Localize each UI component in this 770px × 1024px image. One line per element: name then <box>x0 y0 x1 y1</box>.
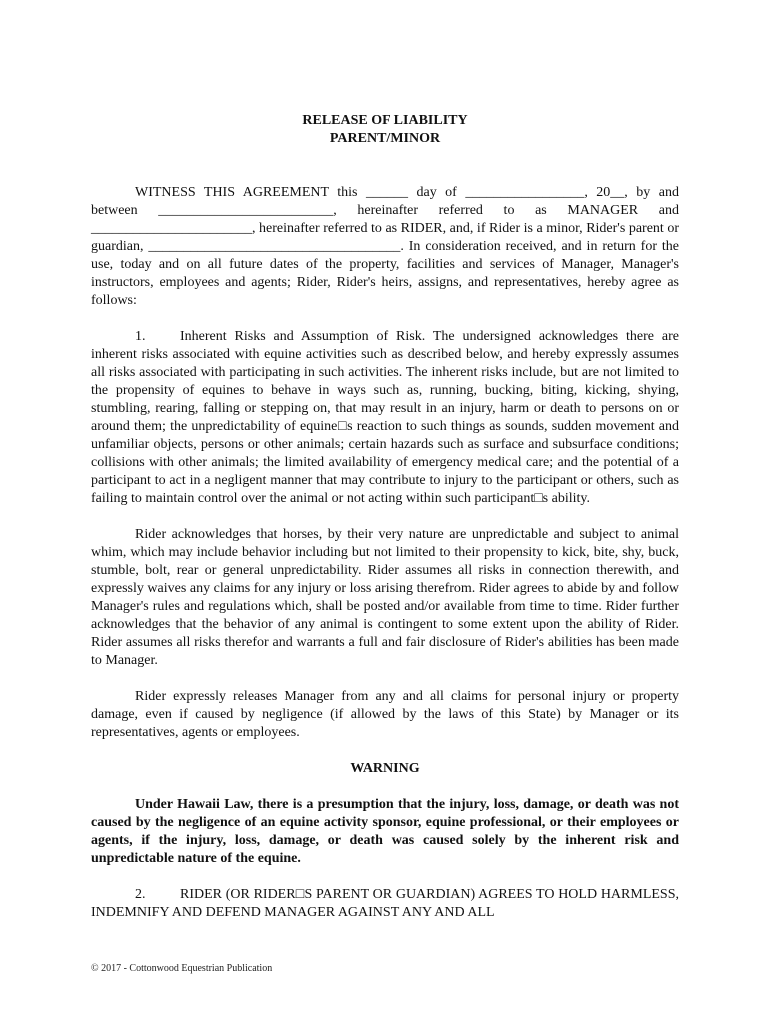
section-2-paragraph <box>91 886 679 922</box>
section-1-paragraph <box>91 328 679 508</box>
section-1-number: 1. <box>135 329 146 344</box>
document-title: RELEASE OF LIABILITY <box>302 113 468 128</box>
section-1-text: Inherent Risks and Assumption of Risk. The undersigned acknowledges there are inherent risks associated with equine activities such as described below, and hereby expressly assumes all risks associated with participating in such activities. The inherent risks include, but are not limited to the propensity of equines to behave in ways such as, running, bucking, biting, kicking, shying, stumbling, rearing, falling or stepping on, that may result in an injury, harm or death to persons on or around them; the unpredictability of equine□s reaction to such things as sounds, sudden movement and unfamiliar objects, persons or other animals; certain hazards such as surface and subsurface conditions; collisions with other animals; the limited availability of emergency medical care; and the potential of a participant to act in a negligent manner that may contribute to injury to the participant or others, such as failing to maintain control over the animal or not acting within such participant□s ability. <box>91 329 679 506</box>
section-2-text: RIDER (OR RIDER□S PARENT OR GUARDIAN) AGREES TO HOLD HARMLESS, INDEMNIFY AND DEFEND MANAGER AGAINST ANY AND ALL <box>91 887 679 920</box>
document-body <box>91 112 679 922</box>
document-subtitle: PARENT/MINOR <box>329 131 441 146</box>
rider-release-paragraph: Rider expressly releases Manager from any and all claims for personal injury or property damage, even if caused by negligence (if allowed by the laws of this State) by Manager or its representatives, agents or employees. <box>91 689 679 740</box>
copyright-footer: © 2017 - Cottonwood Equestrian Publication <box>91 963 273 974</box>
warning-heading: WARNING <box>350 761 420 776</box>
warning-paragraph: Under Hawaii Law, there is a presumption that the injury, loss, damage, or death was not caused by the negligence of an equine activity sponsor, equine professional, or their employees or agents, if the injury, loss, damage, or death was caused solely by the inherent risk and unpredictable nature of the equine. <box>91 797 679 866</box>
rider-acknowledgement-paragraph: Rider acknowledges that horses, by their very nature are unpredictable and subject to animal whim, which may include behavior including but not limited to their propensity to kick, bite, shy, buck, stumble, bolt, rear or general unpredictability. Rider assumes all risks in connection therewith, and expressly waives any claims for any injury or loss arising therefrom. Rider agrees to abide by and follow Manager's rules and regulations which, shall be posted and/or available from time to time. Rider further acknowledges that the behavior of any animal is contingent to some extent upon the ability of Rider. Rider assumes all risks therefor and warrants a full and fair disclosure of Rider's abilities has been made to Manager. <box>91 527 679 668</box>
witness-paragraph: WITNESS THIS AGREEMENT this ______ day of _________________, 20__, by and between _________________________, hereinafter referred to as MANAGER and _______________________, hereinafter referred to as RIDER, and, if Rider is a minor, Rider's parent or guardian, ____________________________________. In consideration received, and in return for the use, today and on all future dates of the property, facilities and services of Manager, Manager's instructors, employees and agents; Rider, Rider's heirs, assigns, and representatives, hereby agree as follows: <box>91 185 679 308</box>
section-2-number: 2. <box>135 887 146 902</box>
